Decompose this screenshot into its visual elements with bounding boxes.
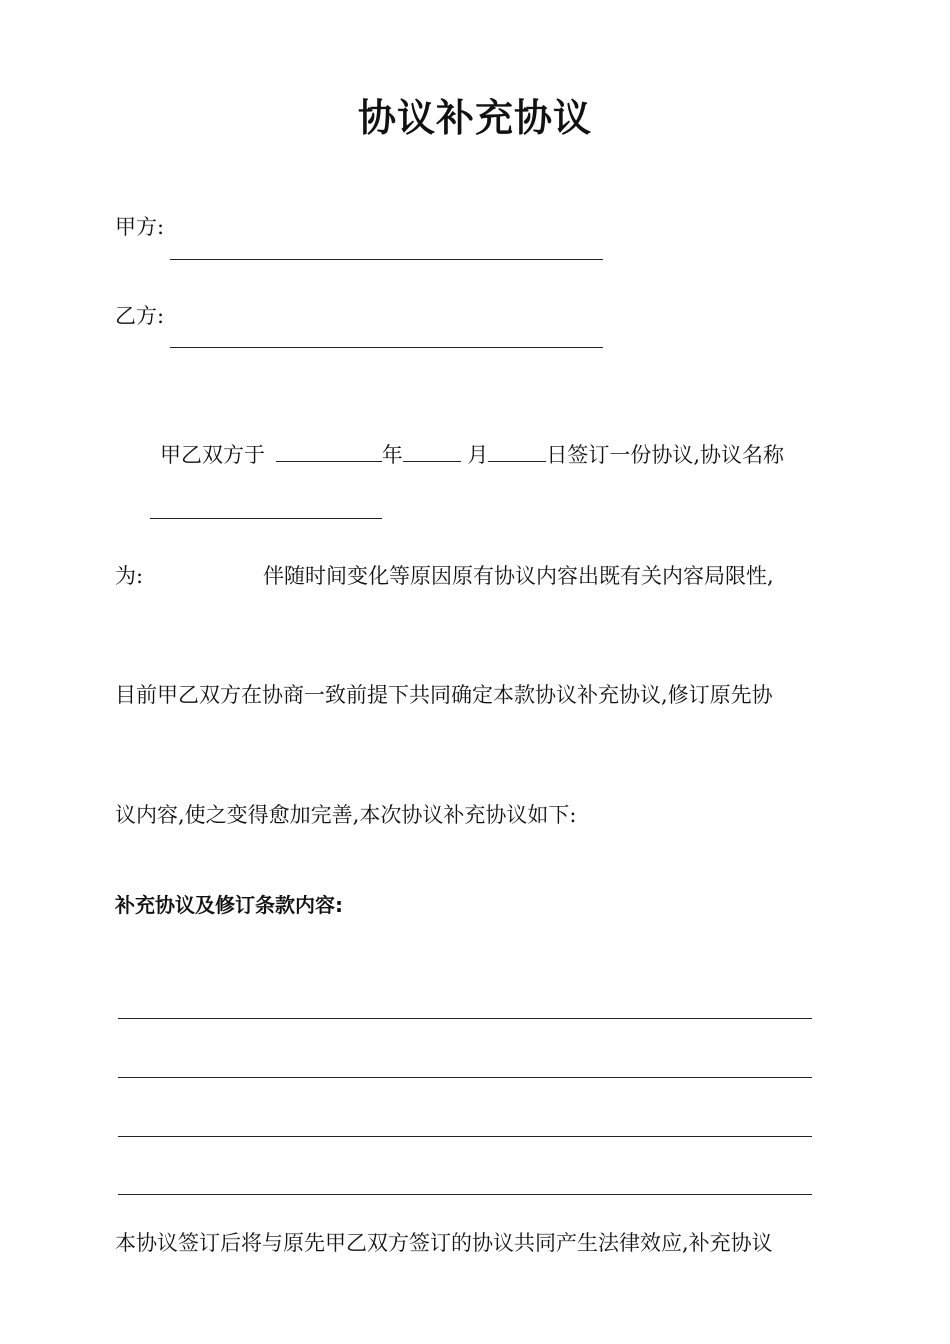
- paragraph-line-2-prefix: 为:: [115, 564, 144, 588]
- party-a-label: 甲方:: [115, 215, 165, 239]
- day-blank: [488, 439, 546, 462]
- paragraph-line-4: 议内容,使之变得愈加完善,本次协议补充协议如下:: [115, 803, 577, 827]
- closing-line: 本协议签订后将与原先甲乙双方签订的协议共同产生法律效应,补充协议: [115, 1231, 773, 1255]
- month-label: 月: [467, 443, 489, 467]
- agreement-name-line: [150, 518, 382, 519]
- content-blank-line: [118, 1136, 812, 1137]
- party-b-signature-line: [170, 347, 603, 348]
- content-blank-line: [118, 1018, 812, 1019]
- content-blank-line: [118, 1194, 812, 1195]
- paragraph-line-2: 伴随时间变化等原因原有协议内容出既有关内容局限性,: [263, 564, 774, 588]
- paragraph-line-1: [160, 439, 784, 470]
- paragraph-intro-text: 甲乙双方于: [160, 443, 265, 467]
- year-blank: [276, 439, 382, 462]
- section-heading: 补充协议及修订条款内容:: [115, 893, 343, 917]
- document-title: 协议补充协议: [357, 96, 592, 140]
- year-label: 年: [381, 443, 403, 467]
- party-a-signature-line: [170, 259, 603, 260]
- party-b-label: 乙方:: [115, 304, 165, 328]
- month-blank: [403, 439, 461, 462]
- paragraph-line-1-end: 日签订一份协议,协议名称: [546, 443, 785, 467]
- content-blank-line: [118, 1077, 812, 1078]
- paragraph-line-3: 目前甲乙双方在协商一致前提下共同确定本款协议补充协议,修订原先协: [115, 683, 773, 707]
